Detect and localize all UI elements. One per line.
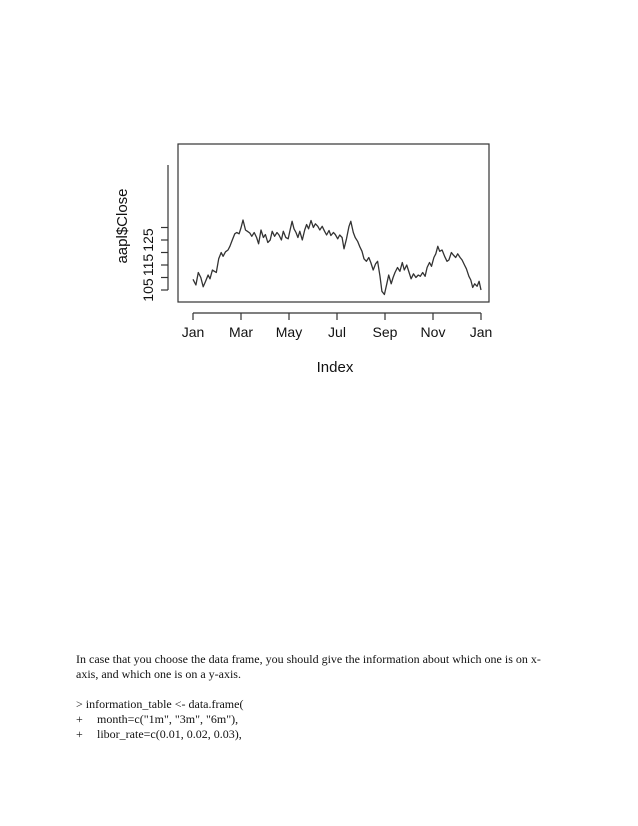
x-tick-label: Jan xyxy=(181,324,205,340)
y-tick-label: 125 xyxy=(140,228,156,252)
y-tick-label: 115 xyxy=(140,253,156,277)
code-line-3-text: libor_rate=c(0.01, 0.02, 0.03), xyxy=(97,727,242,741)
series-line xyxy=(193,220,481,295)
y-axis-title: aapl$Close xyxy=(114,188,131,264)
plot-area xyxy=(178,144,489,302)
plot-frame xyxy=(178,144,489,302)
paragraph-line-2: axis, and which one is on a y-axis. xyxy=(76,667,241,681)
y-axis xyxy=(140,165,168,302)
x-tick-label: Nov xyxy=(420,324,446,340)
x-tick-label: Jul xyxy=(328,324,346,340)
code-line-3-prompt: + xyxy=(76,727,83,741)
code-line-2-prompt: + xyxy=(76,712,83,726)
stock-price-chart xyxy=(0,0,638,400)
x-axis-title: Index xyxy=(316,359,354,376)
code-line-1: > information_table <- data.frame( xyxy=(76,697,244,711)
x-tick-label: May xyxy=(275,324,303,340)
paragraph-line-1: In case that you choose the data frame, you should give the information about which one is on x- xyxy=(76,652,541,666)
x-tick-label: Jan xyxy=(469,324,493,340)
y-tick-label: 105 xyxy=(140,278,156,302)
x-tick-label: Mar xyxy=(228,324,254,340)
x-axis xyxy=(182,313,493,340)
x-tick-label: Sep xyxy=(372,324,398,340)
code-line-2-text: month=c("1m", "3m", "6m"), xyxy=(97,712,239,726)
